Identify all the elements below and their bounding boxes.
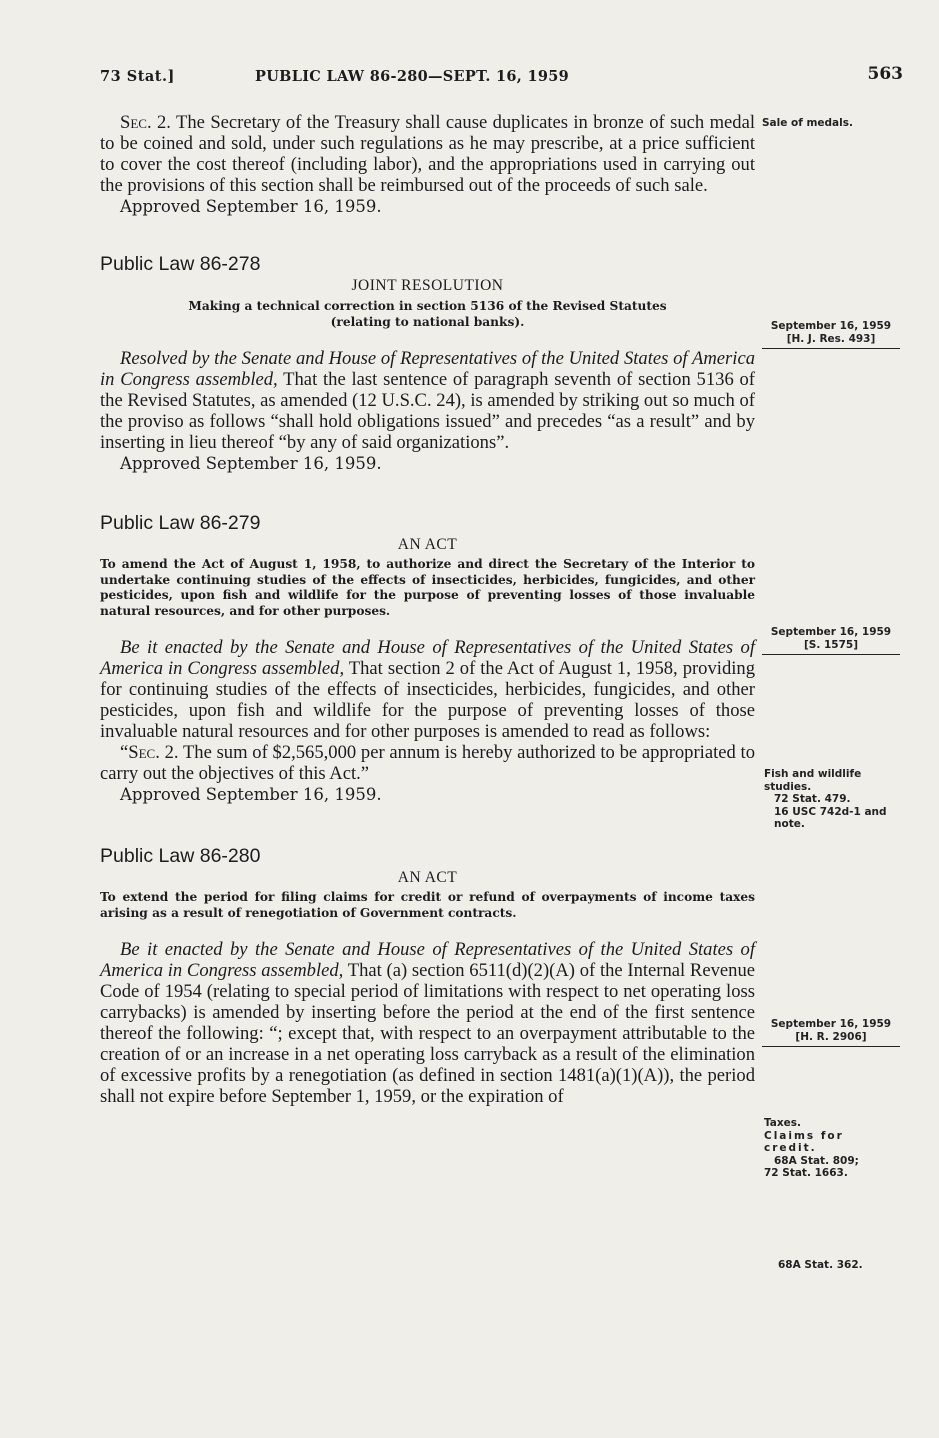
margin-bill: [S. 1575]	[803, 638, 859, 651]
approved-line: Approved September 16, 1959.	[120, 785, 382, 804]
enacting-clause: Resolved by the Senate and House of Representatives of the United States of America in Congress assembled,	[100, 348, 755, 390]
margin-note: 68A Stat. 809;	[774, 1154, 859, 1167]
public-law-86-280	[100, 845, 755, 1107]
approved-line: Approved September 16, 1959.	[120, 454, 382, 473]
quote-section-label: “Sec. 2.	[120, 742, 179, 763]
margin-note-68a: 68A Stat. 362.	[778, 1259, 863, 1271]
margin-note: Taxes.	[764, 1117, 802, 1129]
public-law-86-279	[100, 512, 755, 805]
margin-ref-280	[762, 1018, 904, 1047]
law-title: Public Law 86-280	[100, 845, 261, 867]
law-type: AN ACT	[397, 536, 458, 553]
margin-note: Fish and wildlife studies.	[764, 768, 862, 793]
public-law-86-278	[100, 253, 755, 474]
margin-ref-278	[762, 320, 904, 349]
law-title: Public Law 86-279	[100, 512, 261, 534]
law-title: Public Law 86-278	[100, 253, 261, 275]
law-text: That section 2 of the Act of August 1, 1958, providing for continuing studies of the effects of insecticides, herbicides, fungicides, and other pesticides, upon fish and wildlife for the purpose of preventing losses of those invaluable natural resources and for other purposes is amended to read as follows:	[100, 658, 755, 742]
header-title: PUBLIC LAW 86-280—SEPT. 16, 1959	[255, 68, 570, 85]
law-text: That (a) section 6511(d)(2)(A) of the Internal Revenue Code of 1954 (relating to special period of limitations with respect to net operating loss carrybacks) is amended by inserting before the period at the end of the first sentence thereof the following: “; except that, with respect to an overpayment attributable to the creation of or an increase in a net operating loss carryback as a result of the elimination of excessive profits by a renegotiation (as defined in section 1481(a)(1)(A)), the period shall not expire before September 1, 1959, or the expiration of	[100, 960, 755, 1107]
margin-date: September 16, 1959	[770, 320, 892, 332]
margin-note: Claims for credit.	[764, 1129, 844, 1154]
law-text: That the last sentence of paragraph seventh of section 5136 of the Revised Statutes, as amended (12 U.S.C. 24), is amended by striking out so much of the proviso as follows “shall hold obligations issued” and precedes “as a result” and by inserting in lieu thereof “by any of said organizations”.	[100, 369, 756, 453]
margin-bill: [H. J. Res. 493]	[786, 332, 876, 345]
law-summary: To extend the period for filing claims for credit or refund of overpayments of income taxes arising as a result of renegotiation of Government contracts.	[100, 890, 755, 920]
document-body	[100, 112, 755, 1107]
section-text: The Secretary of the Treasury shall cause duplicates in bronze of such medal to be coined and sold, under such regulations as he may prescribe, at a price sufficient to cover the cost thereof (including labor), and the appropriations used in carrying out the provisions of this section shall be reimbursed out of the proceeds of such sale.	[100, 112, 755, 196]
law-summary: Making a technical correction in section 5136 of the Revised Statutes	[188, 299, 667, 313]
law-summary: To amend the Act of August 1, 1958, to authorize and direct the Secretary of the Interior to undertake continuing studies of the effects of insecticides, herbicides, fungicides, and other pesticides, upon fish and wildlife for the purpose of preventing losses of those invaluable natural resources, and for other purposes.	[100, 557, 755, 618]
section-label: Sec. 2.	[120, 112, 171, 133]
enacting-clause: Be it enacted by the Senate and House of Representatives of the United States of America in Congress assembled,	[100, 637, 755, 679]
margin-notes-279	[764, 768, 900, 831]
running-header	[100, 64, 903, 88]
margin-ref-279	[762, 626, 904, 655]
enacting-clause: Be it enacted by the Senate and House of Representatives of the United States of America in Congress assembled,	[100, 939, 755, 981]
margin-note: 16 USC 742d-1 and note.	[774, 805, 887, 830]
margin-date: September 16, 1959	[770, 1018, 892, 1030]
quote-text: The sum of $2,565,000 per annum is hereby authorized to be appropriated to carry out the objectives of this Act.”	[100, 742, 756, 784]
section-2	[100, 112, 755, 217]
margin-note: 72 Stat. 1663.	[764, 1167, 848, 1179]
page-number: 563	[867, 64, 903, 84]
law-summary-2: (relating to national banks).	[330, 314, 525, 329]
margin-date: September 16, 1959	[770, 626, 892, 638]
approved-line: Approved September 16, 1959.	[120, 197, 382, 216]
margin-note: 72 Stat. 479.	[774, 793, 851, 805]
law-type: AN ACT	[397, 869, 458, 886]
stat-volume: 73 Stat.]	[100, 68, 175, 85]
margin-note-sale-of-medals: Sale of medals.	[762, 117, 853, 129]
margin-bill: [H. R. 2906]	[795, 1030, 867, 1043]
margin-notes-280	[764, 1117, 896, 1180]
law-type: JOINT RESOLUTION	[351, 277, 504, 294]
